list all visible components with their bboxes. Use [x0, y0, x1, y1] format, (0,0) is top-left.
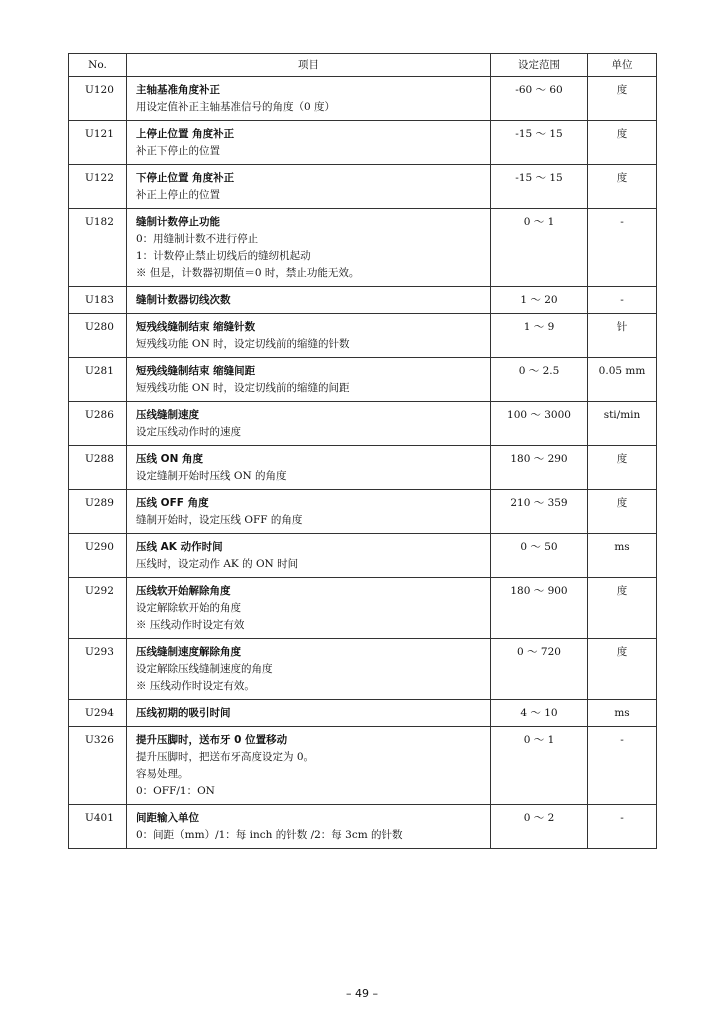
- param-title: 下停止位置 角度补正: [136, 172, 235, 184]
- header-item: 项目: [127, 54, 491, 77]
- param-description: 提升压脚时，把送布牙高度设定为 0。: [136, 751, 315, 763]
- param-item: [127, 209, 491, 287]
- header-unit: 单位: [588, 54, 657, 77]
- param-range: 100 ～ 3000: [491, 402, 588, 446]
- table-row: [69, 314, 657, 358]
- param-title: 短残线缝制结束 缩缝间距: [136, 365, 256, 377]
- table-row: [69, 805, 657, 849]
- param-item: [127, 805, 491, 849]
- param-range: -15 ～ 15: [491, 165, 588, 209]
- param-title: 压线缝制速度解除角度: [136, 646, 241, 658]
- param-title: 压线缝制速度: [136, 409, 199, 421]
- param-range: 180 ～ 290: [491, 446, 588, 490]
- header-no: No.: [69, 54, 127, 77]
- page-number: – 49 –: [346, 987, 378, 1000]
- param-description: ※ 但是，计数器初期值＝0 时，禁止功能无效。: [136, 267, 360, 279]
- param-description: 设定缝制开始时压线 ON 的角度: [136, 470, 287, 482]
- table-row: [69, 490, 657, 534]
- param-description: 短残线功能 ON 时，设定切线前的缩缝的针数: [136, 338, 350, 350]
- param-title: 短残线缝制结束 缩缝针数: [136, 321, 256, 333]
- param-unit: 度: [588, 639, 657, 700]
- param-title: 压线初期的吸引时间: [136, 707, 231, 719]
- param-description: 短残线功能 ON 时，设定切线前的缩缝的间距: [136, 382, 350, 394]
- table-row: [69, 727, 657, 805]
- table-row: [69, 121, 657, 165]
- param-unit: 度: [588, 77, 657, 121]
- param-number: U401: [69, 805, 127, 849]
- param-item: [127, 358, 491, 402]
- param-unit: ms: [588, 700, 657, 727]
- param-description: 0：用缝制计数不进行停止: [136, 233, 259, 245]
- param-unit: 度: [588, 121, 657, 165]
- param-number: U286: [69, 402, 127, 446]
- table-row: [69, 578, 657, 639]
- param-item: [127, 578, 491, 639]
- param-item: [127, 314, 491, 358]
- param-description: 设定解除软开始的角度: [136, 602, 241, 614]
- param-title: 压线 ON 角度: [136, 453, 204, 465]
- param-description: 0：间距（mm）/1：每 inch 的针数 /2：每 3cm 的针数: [136, 829, 403, 841]
- param-number: U281: [69, 358, 127, 402]
- param-item: [127, 121, 491, 165]
- param-number: U120: [69, 77, 127, 121]
- param-title: 缝制计数器切线次数: [136, 294, 231, 306]
- header-range: 设定范围: [491, 54, 588, 77]
- param-item: [127, 700, 491, 727]
- param-title: 压线软开始解除角度: [136, 585, 231, 597]
- param-number: U293: [69, 639, 127, 700]
- param-item: [127, 165, 491, 209]
- param-range: 180 ～ 900: [491, 578, 588, 639]
- param-title: 间距输入单位: [136, 812, 199, 824]
- param-number: U290: [69, 534, 127, 578]
- table-row: [69, 209, 657, 287]
- param-description: 用设定值补正主轴基准信号的角度（0 度）: [136, 101, 336, 113]
- table-row: [69, 700, 657, 727]
- param-unit: 度: [588, 446, 657, 490]
- param-item: [127, 639, 491, 700]
- table-row: [69, 639, 657, 700]
- param-unit: -: [588, 287, 657, 314]
- param-number: U280: [69, 314, 127, 358]
- param-number: U122: [69, 165, 127, 209]
- param-item: [127, 534, 491, 578]
- param-number: U294: [69, 700, 127, 727]
- param-description: 1：计数停止禁止切线后的缝纫机起动: [136, 250, 311, 262]
- param-unit: 度: [588, 490, 657, 534]
- param-description: ※ 压线动作时设定有效: [136, 619, 245, 631]
- table-row: [69, 165, 657, 209]
- param-title: 缝制计数停止功能: [136, 216, 220, 228]
- param-range: 1 ～ 20: [491, 287, 588, 314]
- table-row: [69, 402, 657, 446]
- param-number: U121: [69, 121, 127, 165]
- param-unit: -: [588, 727, 657, 805]
- param-range: 0 ～ 50: [491, 534, 588, 578]
- param-number: U289: [69, 490, 127, 534]
- param-range: 0 ～ 1: [491, 727, 588, 805]
- param-unit: -: [588, 805, 657, 849]
- param-description: 设定解除压线缝制速度的角度: [136, 663, 273, 675]
- param-item: [127, 287, 491, 314]
- table-row: [69, 358, 657, 402]
- table-row: [69, 534, 657, 578]
- param-description: 缝制开始时，设定压线 OFF 的角度: [136, 514, 303, 526]
- param-number: U292: [69, 578, 127, 639]
- param-item: [127, 490, 491, 534]
- param-unit: sti/min: [588, 402, 657, 446]
- param-range: -60 ～ 60: [491, 77, 588, 121]
- param-unit: ms: [588, 534, 657, 578]
- param-title: 上停止位置 角度补正: [136, 128, 235, 140]
- param-unit: 0.05 mm: [588, 358, 657, 402]
- param-range: 4 ～ 10: [491, 700, 588, 727]
- param-range: 0 ～ 2.5: [491, 358, 588, 402]
- param-item: [127, 77, 491, 121]
- table-row: [69, 287, 657, 314]
- param-item: [127, 402, 491, 446]
- param-range: 1 ～ 9: [491, 314, 588, 358]
- param-number: U182: [69, 209, 127, 287]
- param-description: 压线时，设定动作 AK 的 ON 时间: [136, 558, 299, 570]
- parameter-table: [68, 53, 657, 849]
- param-unit: 针: [588, 314, 657, 358]
- param-title: 压线 OFF 角度: [136, 497, 209, 509]
- param-title: 主轴基准角度补正: [136, 84, 220, 96]
- param-description: 补正下停止的位置: [136, 145, 220, 157]
- param-title: 提升压脚时，送布牙 0 位置移动: [136, 734, 288, 746]
- param-item: [127, 446, 491, 490]
- param-title: 压线 AK 动作时间: [136, 541, 223, 553]
- param-unit: 度: [588, 165, 657, 209]
- param-item: [127, 727, 491, 805]
- param-range: 0 ～ 720: [491, 639, 588, 700]
- param-range: 0 ～ 2: [491, 805, 588, 849]
- table-header-row: [69, 54, 657, 77]
- table-row: [69, 77, 657, 121]
- param-range: -15 ～ 15: [491, 121, 588, 165]
- param-description: 补正上停止的位置: [136, 189, 220, 201]
- param-description: ※ 压线动作时设定有效。: [136, 680, 255, 692]
- param-description: 容易处理。: [136, 768, 189, 780]
- param-unit: 度: [588, 578, 657, 639]
- param-number: U183: [69, 287, 127, 314]
- param-number: U326: [69, 727, 127, 805]
- param-range: 0 ～ 1: [491, 209, 588, 287]
- param-unit: -: [588, 209, 657, 287]
- param-number: U288: [69, 446, 127, 490]
- table-row: [69, 446, 657, 490]
- param-description: 0：OFF/1：ON: [136, 785, 215, 797]
- param-range: 210 ～ 359: [491, 490, 588, 534]
- param-description: 设定压线动作时的速度: [136, 426, 241, 438]
